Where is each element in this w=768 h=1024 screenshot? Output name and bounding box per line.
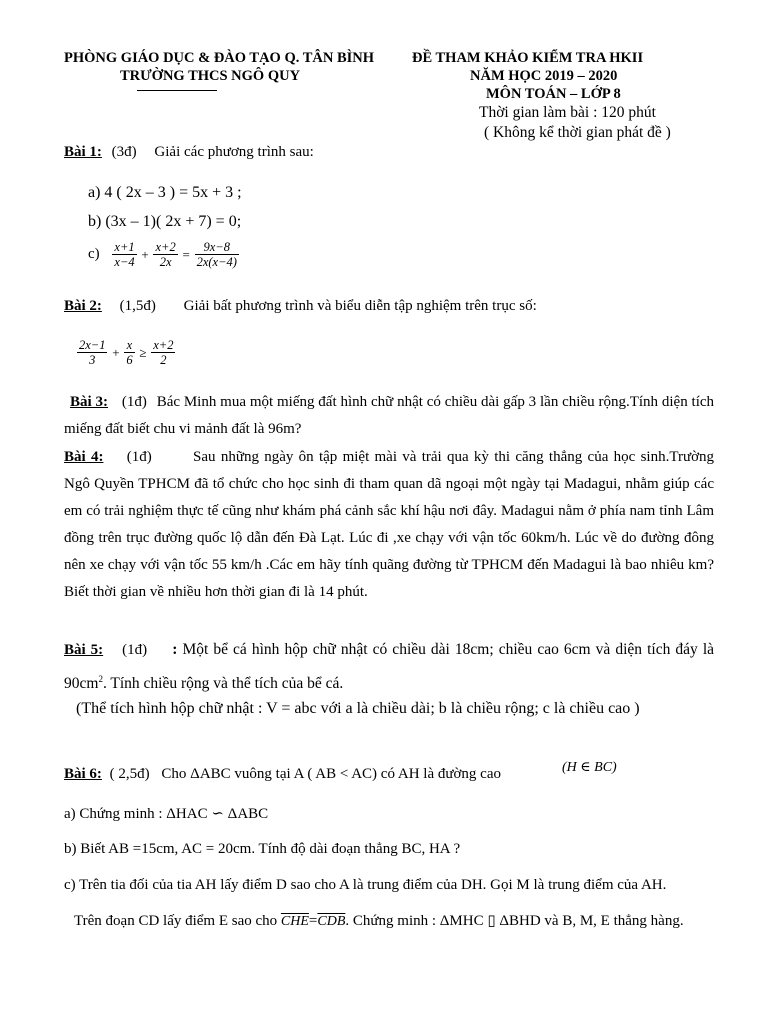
- bai4-paragraph: [64, 444, 714, 606]
- bai1-item-b: b) (3x – 1)( 2x + 7) = 0;: [88, 213, 242, 230]
- bai1-c-label: c): [88, 246, 100, 262]
- bai2-points: (1,5đ): [119, 298, 156, 314]
- bai1-title: Bài 1:: [64, 144, 102, 160]
- header-duration: Thời gian làm bài : 120 phút: [479, 104, 656, 121]
- bai3-title: Bài 3:: [70, 394, 108, 410]
- plus-sign: +: [141, 246, 149, 262]
- plus-sign: +: [112, 344, 120, 360]
- bai2-fraction-3: $\frac{x+2}{2}$: [153, 338, 174, 367]
- bai1-c-fraction-3: $\frac{9x-8}{2x(x-4)}$: [196, 240, 237, 269]
- bai5-formula-note: (Thể tích hình hộp chữ nhật : V = abc với a là chiều dài; b là chiều rộng; c là chiều cao ): [76, 700, 640, 717]
- angle-cdb: $\overline{CDB}$: [317, 914, 346, 929]
- bai5-points: (1đ): [122, 642, 148, 658]
- bai1-item-c: [88, 240, 240, 269]
- bai6-item-b: b) Biết AB =15cm, AC = 20cm. Tính độ dài đoạn thẳng BC, HA ?: [64, 841, 461, 857]
- header-school: TRƯỜNG THCS NGÔ QUY: [120, 68, 301, 84]
- bai6-c2-text-end: . Chứng minh : ΔMHC ▯ ΔBHD và B, M, E thẳng hàng.: [345, 913, 684, 929]
- bai6-points: ( 2,5đ): [109, 766, 150, 782]
- bai4-title: Bài 4:: [64, 449, 104, 465]
- bai1-item-a: a) 4 ( 2x – 3 ) = 5x + 3 ;: [88, 184, 242, 201]
- bai1-points: (3đ): [111, 144, 137, 160]
- bai4-text: Sau những ngày ôn tập miệt mài và trải qua kỳ thi căng thẳng của học sinh.Trường Ngô Quyền TPHCM đã tổ chức cho học sinh đi tham quan dã ngoại một ngày tại Madagui, nhằm giúp các em có trải nghiệm thực tế cũng như khám phá cảnh sắc khí hậu nơi đây. Madagui nằm ở phía nam tỉnh Lâm đồng trên trục đường quốc lộ dẫn đến Đà Lạt. Lúc đi ,xe chạy với vận tốc 60km/h. Lúc về do đường đông nên xe chạy với vận tốc 55 km/h .Các em hãy tính quãng đường từ TPHCM đến Madagui là bao nhiêu km? Biết thời gian về nhiều hơn thời gian đi là 14 phút.: [64, 449, 715, 600]
- bai3-text: Bác Minh mua một miếng đất hình chữ nhật có chiều dài gấp 3 lần chiều rộng.Tính diện tích miếng đất biết chu vi mảnh đất là 96m?: [64, 394, 715, 437]
- bai2-heading: [64, 298, 537, 315]
- bai6-c2-text: Trên đoạn CD lấy điểm E sao cho: [74, 913, 278, 929]
- header-underline: [137, 90, 217, 91]
- header-note: ( Không kể thời gian phát đề ): [484, 124, 671, 141]
- bai5-colon: :: [172, 641, 178, 658]
- bai4-points: (1đ): [126, 449, 152, 465]
- header-subject: MÔN TOÁN – LỚP 8: [486, 86, 621, 102]
- header-department: PHÒNG GIÁO DỤC & ĐÀO TẠO Q. TÂN BÌNH: [64, 50, 375, 66]
- bai5-paragraph: [64, 635, 714, 698]
- angle-che: $\overline{CHE}$: [280, 914, 309, 929]
- bai6-item-c1: c) Trên tia đối của tia AH lấy điểm D sao cho A là trung điểm của DH. Gọi M là trung điểm của AH.: [64, 877, 667, 893]
- bai5-title: Bài 5:: [64, 642, 104, 658]
- bai1-c-fraction-2: $\frac{x+2}{2x}$: [155, 240, 176, 269]
- bai2-title: Bài 2:: [64, 298, 102, 314]
- header-exam-title: ĐỀ THAM KHẢO KIỂM TRA HKII: [412, 50, 644, 66]
- bai1-heading: [64, 144, 314, 161]
- bai2-fraction-2: $\frac{x}{6}$: [126, 338, 133, 367]
- geq-sign: ≥: [139, 344, 147, 360]
- bai6-item-c2: [64, 914, 714, 929]
- bai6-item-a: a) Chứng minh : ΔHAC ∽ ΔABC: [64, 806, 269, 822]
- bai5-text: Một bể cá hình hộp chữ nhật có chiều dài 18cm; chiều cao 6cm và diện tích đáy là $90cm^2$. Tính chiều rộng và thể tích của bể cá.: [64, 641, 715, 693]
- equals-sign: =: [308, 913, 318, 929]
- bai6-title: Bài 6:: [64, 766, 102, 782]
- bai6-condition: (H ∈ BC): [562, 760, 617, 775]
- bai6-text: Cho ΔABC vuông tại A ( AB < AC) có AH là đường cao: [161, 766, 502, 782]
- bai2-text: Giải bất phương trình và biểu diễn tập nghiệm trên trục số:: [183, 298, 537, 314]
- bai2-fraction-1: $\frac{2x-1}{3}$: [79, 338, 106, 367]
- bai1-text: Giải các phương trình sau:: [154, 144, 314, 160]
- bai3-points: (1đ): [121, 394, 147, 410]
- bai6-heading: [64, 766, 501, 783]
- bai2-inequality: [76, 338, 176, 367]
- bai3-paragraph: [64, 389, 714, 443]
- equals-sign: =: [182, 246, 190, 262]
- header-school-year: NĂM HỌC 2019 – 2020: [470, 68, 618, 84]
- bai1-c-fraction-1: $\frac{x+1}{x-4}$: [114, 240, 135, 269]
